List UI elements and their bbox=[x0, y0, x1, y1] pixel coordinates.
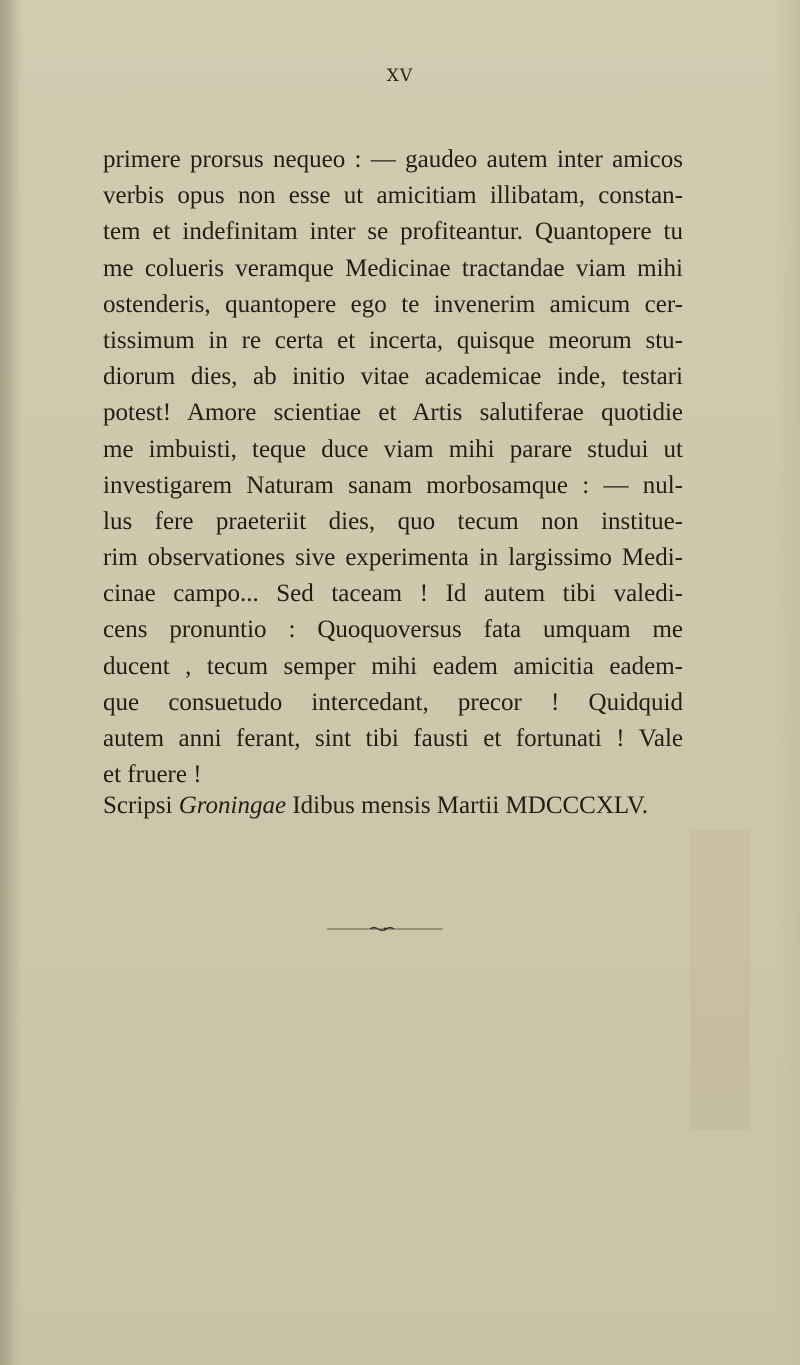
text-line: me colueris veramque Medicinae tractandae viam mihi bbox=[103, 254, 683, 282]
text-line: cinae campo... Sed taceam ! Id autem tibi valedi- bbox=[103, 580, 683, 608]
text-line: autem anni ferant, sint tibi fausti et fortunati ! Vale bbox=[103, 725, 683, 752]
text-line: tem et indefinitam inter se profiteantur. Quantopere tu bbox=[103, 218, 683, 246]
text-line: primere prorsus nequeo : — gaudeo autem inter amicos bbox=[103, 146, 683, 173]
signature-prefix: Scripsi bbox=[103, 792, 173, 819]
text-line: tissimum in re certa et incerta, quisque meorum stu- bbox=[103, 326, 683, 354]
show-through-smudge bbox=[690, 830, 750, 1130]
signature-place: Groningae bbox=[178, 792, 287, 819]
page-edge bbox=[774, 0, 800, 1365]
text-line: potest! Amore scientiae et Artis salutiferae quotidie bbox=[103, 399, 683, 427]
text-line: et fruere ! bbox=[103, 761, 202, 789]
text-line: me imbuisti, teque duce viam mihi parare studui ut bbox=[103, 435, 683, 463]
signature-date: Idibus mensis Martii MDCCCXLV. bbox=[292, 792, 648, 819]
text-line: rim observationes sive experimenta in largissimo Medi- bbox=[103, 544, 683, 572]
text-line: cens pronuntio : Quoquoversus fata umquam me bbox=[103, 616, 683, 644]
text-line: investigarem Naturam sanam morbosamque : — nul- bbox=[103, 471, 683, 499]
text-line: diorum dies, ab initio vitae academicae inde, testari bbox=[103, 363, 683, 391]
ornament-rule bbox=[325, 925, 445, 933]
signature-line bbox=[103, 786, 683, 826]
text-line: verbis opus non esse ut amicitiam illibatam, constan- bbox=[103, 182, 683, 210]
text-line: ostenderis, quantopere ego te invenerim amicum cer- bbox=[103, 290, 683, 318]
binding-shadow bbox=[0, 0, 22, 1365]
page-number: XV bbox=[386, 66, 414, 86]
text-line: ducent , tecum semper mihi eadem amicitia eadem- bbox=[103, 652, 683, 680]
text-line: lus fere praeteriit dies, quo tecum non institue- bbox=[103, 507, 683, 535]
body-text bbox=[103, 142, 683, 793]
text-line: que consuetudo intercedant, precor ! Quidquid bbox=[103, 688, 683, 716]
